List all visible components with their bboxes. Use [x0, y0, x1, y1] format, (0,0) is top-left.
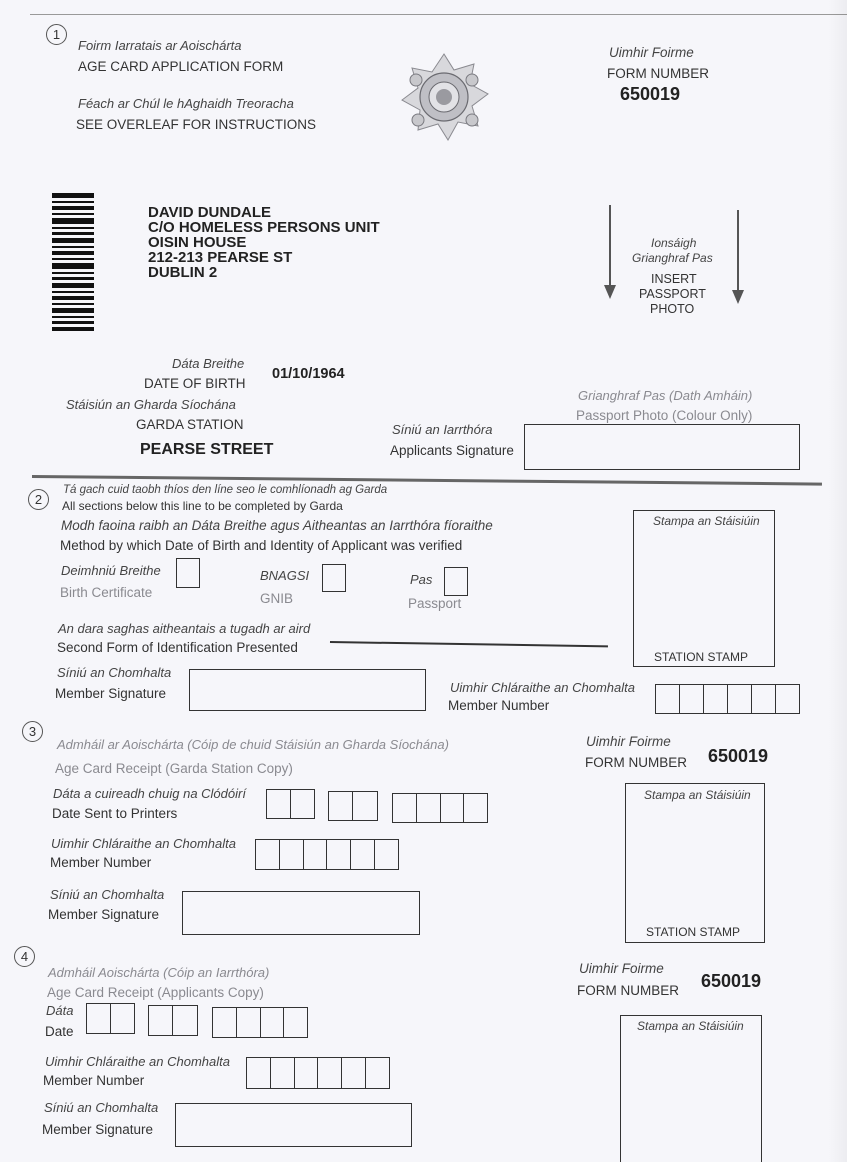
- section4-form-number-value: 650019: [701, 971, 762, 991]
- section4-date-label-irish: Dáta: [46, 1003, 74, 1018]
- form-number-label: FORM NUMBER: [607, 66, 709, 81]
- insert-photo-irish-2: Grianghraf Pas: [632, 251, 713, 265]
- section-number-1: 1: [46, 24, 67, 45]
- address-line-4: 212-213 PEARSE ST: [148, 249, 293, 266]
- section3-stamp-label: STATION STAMP: [646, 925, 741, 939]
- passport-label: Passport: [408, 596, 462, 611]
- address-line-2: C/O HOMELESS PERSONS UNIT: [148, 219, 380, 236]
- section3-member-number-field[interactable]: [255, 839, 399, 870]
- section-number-2: 2: [28, 489, 49, 510]
- photo-caption: Passport Photo (Colour Only): [576, 408, 753, 423]
- applicant-receipt-title-irish: Admháil Aoischárta (Cóip an Iarrthóra): [48, 965, 270, 980]
- insert-photo-1: INSERT: [651, 272, 697, 286]
- member-signature-label: Member Signature: [55, 686, 167, 701]
- section4-date-day-field[interactable]: [86, 1003, 135, 1034]
- section4-form-number-label: FORM NUMBER: [577, 983, 679, 998]
- applicant-signature-label-irish: Síniú an Iarrthóra: [392, 422, 493, 437]
- section3-form-number-value: 650019: [708, 746, 769, 766]
- gnib-label-irish: BNAGSI: [260, 568, 310, 583]
- section3-member-signature-label: Member Signature: [48, 907, 160, 922]
- birth-cert-checkbox[interactable]: [176, 558, 200, 588]
- top-edge-line: [30, 14, 847, 15]
- dob-value: 01/10/1964: [272, 366, 345, 382]
- garda-receipt-title-irish: Admháil ar Aoischárta (Cóip de chuid Stáisiún an Gharda Síochána): [57, 737, 449, 752]
- instructions-text: SEE OVERLEAF FOR INSTRUCTIONS: [76, 117, 317, 132]
- second-id-field[interactable]: [330, 641, 608, 647]
- dob-label: DATE OF BIRTH: [144, 376, 246, 391]
- section3-member-signature-label-irish: Síniú an Chomhalta: [50, 887, 165, 902]
- applicant-signature-label: Applicants Signature: [390, 443, 514, 458]
- section4-member-signature-field[interactable]: [175, 1103, 412, 1147]
- photo-caption-irish: Grianghraf Pas (Dath Amháin): [578, 388, 753, 403]
- down-arrow-right: [737, 210, 739, 290]
- garda-station-label: GARDA STATION: [136, 417, 244, 432]
- address-line-name: DAVID DUNDALE: [148, 204, 272, 221]
- page-edge-shadow: [828, 0, 847, 1162]
- section4-member-signature-label-irish: Síniú an Chomhalta: [44, 1100, 159, 1115]
- section4-member-number-label: Member Number: [43, 1073, 145, 1088]
- station-stamp-label: STATION STAMP: [654, 650, 749, 664]
- section3-stamp-label-irish: Stampa an Stáisiúin: [644, 788, 751, 802]
- form-number-irish: Uimhir Foirme: [609, 45, 694, 60]
- section-number-4: 4: [14, 946, 35, 967]
- passport-checkbox[interactable]: [444, 567, 468, 596]
- form-title: AGE CARD APPLICATION FORM: [78, 59, 284, 74]
- section3-form-number-label: FORM NUMBER: [585, 755, 687, 770]
- instructions-irish: Féach ar Chúl le hAghaidh Treoracha: [78, 96, 294, 111]
- section-number-3: 3: [22, 721, 43, 742]
- dob-label-irish: Dáta Breithe: [172, 356, 245, 371]
- birth-cert-label: Birth Certificate: [60, 585, 153, 600]
- arrow-head-right-icon: [732, 290, 744, 304]
- verification-method-label: Method by which Date of Birth and Identity of Applicant was verified: [60, 538, 463, 553]
- insert-photo-3: PHOTO: [650, 302, 695, 316]
- verification-method-irish: Modh faoina raibh an Dáta Breithe agus Aitheantas an Iarrthóra fíoraithe: [61, 518, 493, 533]
- date-sent-year-field[interactable]: [392, 793, 488, 823]
- date-sent-label: Date Sent to Printers: [52, 806, 178, 821]
- section4-member-number-field[interactable]: [246, 1057, 390, 1089]
- date-sent-month-field[interactable]: [328, 791, 378, 821]
- section4-date-label: Date: [45, 1024, 74, 1039]
- section4-member-signature-label: Member Signature: [42, 1122, 154, 1137]
- section3-member-number-label: Member Number: [50, 855, 152, 870]
- applicant-receipt-title: Age Card Receipt (Applicants Copy): [47, 985, 264, 1000]
- station-stamp-label-irish: Stampa an Stáisiúin: [653, 514, 760, 528]
- member-signature-label-irish: Síniú an Chomhalta: [57, 665, 172, 680]
- garda-note-irish: Tá gach cuid taobh thíos den líne seo le comhlíonadh ag Garda: [63, 484, 388, 496]
- garda-station-value: PEARSE STREET: [140, 441, 274, 458]
- address-line-5: DUBLIN 2: [148, 264, 218, 281]
- garda-crest-emblem: [396, 50, 492, 146]
- section4-form-number-irish: Uimhir Foirme: [579, 961, 664, 976]
- section4-member-number-label-irish: Uimhir Chláraithe an Chomhalta: [45, 1054, 230, 1069]
- section4-date-month-field[interactable]: [148, 1005, 198, 1036]
- form-title-irish: Foirm Iarratais ar Aoischárta: [78, 38, 242, 53]
- form-number-value: 650019: [620, 84, 681, 104]
- second-id-label-irish: An dara saghas aitheantais a tugadh ar aird: [58, 621, 311, 636]
- section4-date-year-field[interactable]: [212, 1007, 308, 1038]
- section4-station-stamp-box: [620, 1015, 762, 1162]
- address-line-3: OISIN HOUSE: [148, 234, 247, 251]
- second-id-label: Second Form of Identification Presented: [57, 640, 298, 655]
- section3-station-stamp-box: [625, 783, 765, 943]
- date-sent-label-irish: Dáta a cuireadh chuig na Clódóirí: [53, 786, 246, 801]
- garda-note: All sections below this line to be completed by Garda: [62, 499, 343, 513]
- member-signature-field[interactable]: [189, 669, 426, 711]
- applicant-address: [148, 205, 380, 280]
- arrow-head-left-icon: [604, 285, 616, 299]
- station-stamp-box: [633, 510, 775, 667]
- gnib-label: GNIB: [260, 591, 294, 606]
- down-arrow-left: [609, 205, 611, 285]
- section3-form-number-irish: Uimhir Foirme: [586, 734, 671, 749]
- section3-member-signature-field[interactable]: [182, 891, 420, 935]
- gnib-checkbox[interactable]: [322, 564, 346, 592]
- garda-station-label-irish: Stáisiún an Gharda Síochána: [66, 397, 236, 412]
- section3-member-number-label-irish: Uimhir Chláraithe an Chomhalta: [51, 836, 236, 851]
- barcode-image: [52, 193, 94, 331]
- date-sent-day-field[interactable]: [266, 789, 315, 819]
- member-number-label-irish: Uimhir Chláraithe an Chomhalta: [450, 680, 635, 695]
- member-number-label: Member Number: [448, 698, 550, 713]
- birth-cert-label-irish: Deimhniú Breithe: [61, 563, 161, 578]
- section4-stamp-label-irish: Stampa an Stáisiúin: [637, 1019, 744, 1033]
- member-number-field[interactable]: [655, 684, 800, 714]
- insert-photo-irish-1: Ionsáigh: [651, 236, 697, 250]
- insert-photo-2: PASSPORT: [639, 287, 706, 301]
- applicant-signature-field[interactable]: [524, 424, 800, 470]
- passport-label-irish: Pas: [410, 572, 433, 587]
- garda-receipt-title: Age Card Receipt (Garda Station Copy): [55, 761, 293, 776]
